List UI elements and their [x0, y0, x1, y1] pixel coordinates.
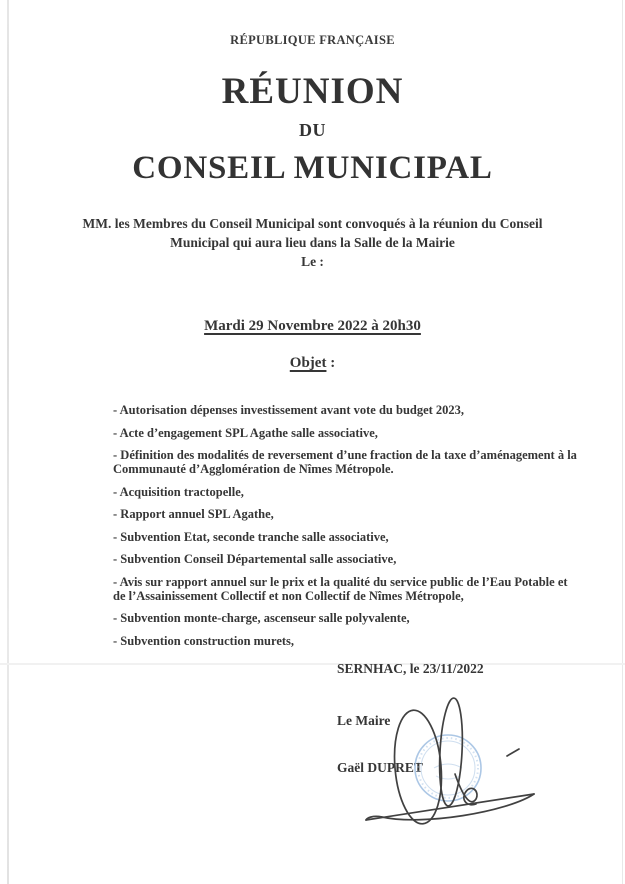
document-title-reunion: RÉUNION	[221, 71, 404, 112]
agenda-item: - Subvention monte-charge, ascenseur salle polyvalente,	[113, 611, 410, 625]
agenda-item: - Avis sur rapport annuel sur le prix et la qualité du service public de l’Eau Potable et de l’Assainissement Collectif et non Collectif de Nîmes Métropole,	[113, 574, 568, 603]
document-title-du: DU	[299, 120, 326, 140]
agenda-item: - Subvention construction murets,	[113, 633, 295, 648]
convocation-block	[0, 214, 625, 271]
agenda-item: - Subvention Etat, seconde tranche salle associative,	[113, 529, 389, 544]
agenda-item: - Acquisition tractopelle,	[113, 484, 244, 499]
signer-name: Gaël DUPRET	[337, 760, 423, 775]
agenda-item: - Subvention Conseil Départemental salle associative,	[113, 552, 397, 566]
agenda-item: - Autorisation dépenses investissement avant vote du budget 2023,	[113, 403, 465, 417]
signature-ink-strokes	[366, 697, 534, 825]
convocation-text: MM. les Membres du Conseil Municipal sont convoqués à la réunion du Conseil Municipal qui aura lieu dans la Salle de la Mairie	[82, 216, 543, 250]
object-label: Objet	[289, 355, 327, 371]
agenda-item: - Définition des modalités de reversement d’une fraction de la taxe d’aménagement à la Communauté d’Agglomération de Nîmes Métropole.	[113, 448, 577, 476]
object-heading	[0, 355, 625, 372]
signer-title: Le Maire	[337, 713, 391, 728]
agenda-list	[113, 403, 583, 656]
scan-streak-artifact	[0, 663, 625, 665]
signature-image	[352, 676, 542, 836]
signature-area	[352, 676, 542, 836]
meeting-datetime-line	[0, 318, 625, 335]
agenda-item: - Rapport annuel SPL Agathe,	[113, 507, 274, 521]
agenda-item: - Acte d’engagement SPL Agathe salle associative,	[113, 425, 378, 440]
convocation-le-label: Le :	[301, 254, 324, 269]
stamp-icon	[415, 735, 481, 801]
meeting-datetime-text: Mardi 29 Novembre 2022 à 20h30	[204, 318, 421, 334]
object-colon: :	[326, 355, 336, 371]
place-and-date: SERNHAC, le 23/11/2022	[337, 661, 484, 676]
document-title-conseil-municipal: CONSEIL MUNICIPAL	[132, 150, 493, 186]
republic-header: RÉPUBLIQUE FRANÇAISE	[230, 33, 395, 47]
